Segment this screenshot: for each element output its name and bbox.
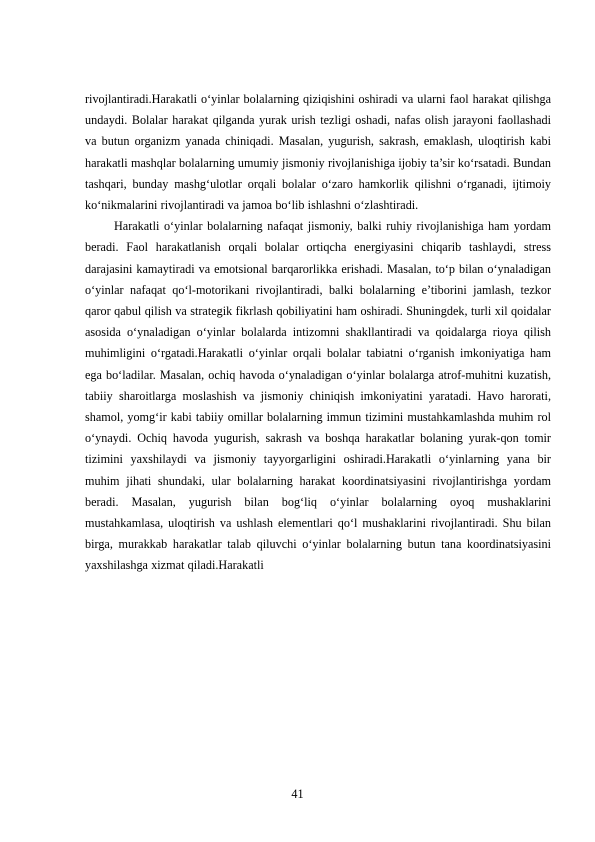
paragraph-2: Harakatli o‘yinlar bolalarning nafaqat jismoniy, balki ruhiy rivojlanishiga ham yordam beradi. Faol harakatlanish orqali bolalar ortiqcha energiyasini chiqarib tashlaydi, stress darajasini kamaytiradi va emotsional barqarorlikka erishadi. Masalan, to‘p bilan o‘ynaladigan o‘yinlar nafaqat qo‘l-motorikani rivojlantiradi, balki bolalarning e’tiborini jamlash, tezkor qaror qabul qilish va strategik fikrlash qobiliyatini ham oshiradi. Shuningdek, turli xil qoidalar asosida o‘ynaladigan o‘yinlar bolalarda intizomni shakllantiradi va qoidalarga rioya qilish muhimligini o‘rgatadi.Harakatli o‘yinlar orqali bolalar tabiatni o‘rganish imkoniyatiga ham ega bo‘ladilar. Masalan, ochiq havoda o‘ynaladigan o‘yinlar bolalarga atrof-muhitni kuzatish, tabiiy sharoitlarga moslashish va jismoniy chiniqish imkoniyatini yaratadi. Havo harorati, shamol, yomg‘ir kabi tabiiy omillar bolalarning immun tizimini mustahkamlashda muhim rol o‘ynaydi. Ochiq havoda yugurish, sakrash va boshqa harakatlar bolaning yurak-qon tomir tizimini yaxshilaydi va jismoniy tayyorgarligini oshiradi.Harakatli o‘yinlarning yana bir muhim jihati shundaki, ular bolalarning harakat koordinatsiyasini rivojlantirishga yordam beradi. Masalan, yugurish bilan bog‘liq o‘yinlar bolalarning oyoq mushaklarini mustahkamlasa, uloqtirish va ushlash elementlari qo‘l mushaklarini rivojlantiradi. Shu bilan birga, murakkab harakatlar talab qiluvchi o‘yinlar bolalarning butun tana koordinatsiyasini yaxshilashga xizmat qiladi.Harakatli [85, 219, 551, 573]
page-number: 41 [291, 787, 304, 801]
body-text [85, 89, 551, 577]
paragraph-1: rivojlantiradi.Harakatli o‘yinlar bolalarning qiziqishini oshiradi va ularni faol harakat qilishga undaydi. Bolalar harakat qilganda yurak urish tezligi oshadi, nafas olish jarayoni faollashadi va butun organizm yanada chiniqadi. Masalan, yugurish, sakrash, emaklash, uloqtirish kabi harakatli mashqlar bolalarning umumiy jismoniy rivojlanishiga ijobiy ta’sir ko‘rsatadi. Bundan tashqari, bunday mashg‘ulotlar orqali bolalar o‘zaro hamkorlik qilishni o‘rganadi, ijtimoiy ko‘nikmalarini rivojlantiradi va jamoa bo‘lib ishlashni o‘zlashtiradi. [85, 92, 551, 213]
